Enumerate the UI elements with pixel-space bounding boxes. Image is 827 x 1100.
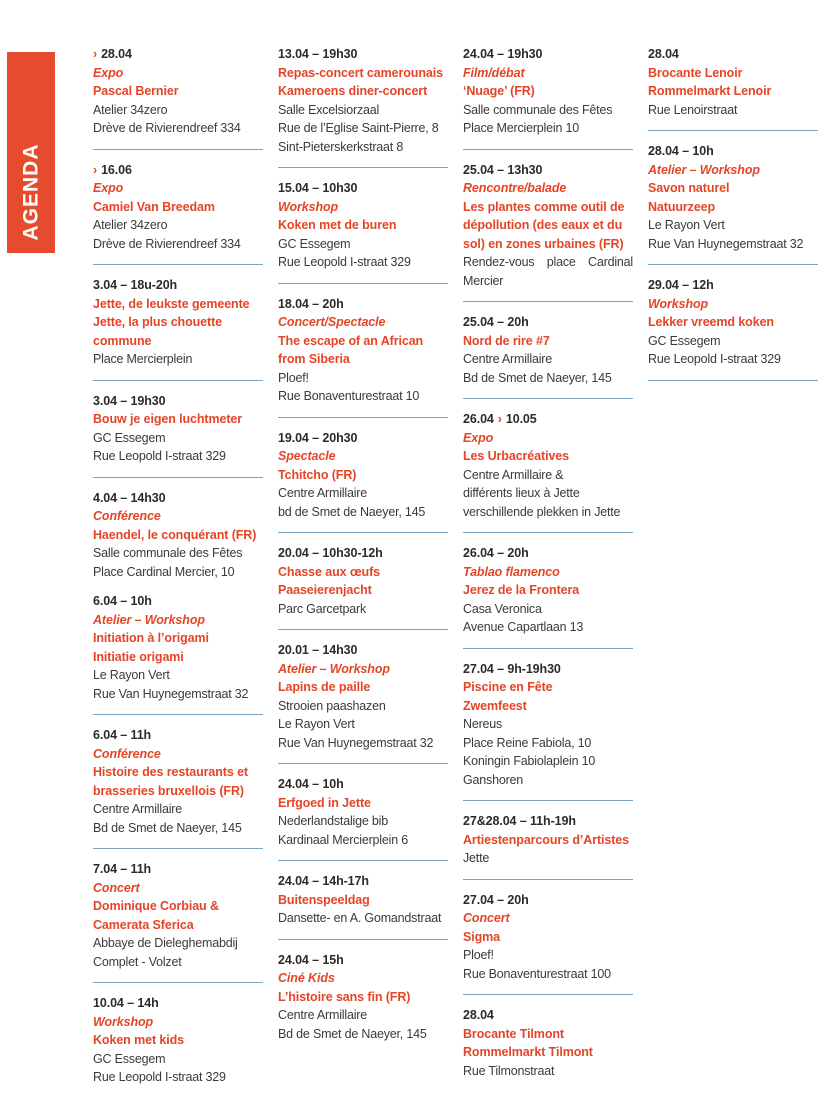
event-item [463,812,633,868]
event-detail: Bd de Smet de Naeyer, 145 [463,370,612,385]
event-divider [463,149,633,150]
agenda-column [93,45,263,1098]
event-divider [278,532,448,533]
event-title: Bouw je eigen luchtmeter [93,412,243,426]
event-detail: Ploef! [463,948,494,962]
event-date-start: 10.04 [93,996,124,1010]
event-date [463,45,633,64]
event-date [648,142,818,161]
event-category: Concert/Spectacle [278,315,386,329]
event-detail: Centre Armillaire [278,486,367,500]
event-date [93,592,263,611]
event-date [278,872,448,891]
event-title: Rommelmarkt Lenoir [648,84,772,98]
event-date [463,1006,633,1025]
event-time: – 14h30 [116,490,166,505]
event-detail: Centre Armillaire [278,1008,367,1022]
event-time: – 19h30 [116,393,166,408]
event-item [278,872,448,928]
event-detail: Rue Lenoirstraat [648,102,738,117]
event-date [648,45,818,64]
event-detail: Rue de l’Eglise Saint-Pierre, 8 [278,121,439,135]
event-category: Workshop [278,199,339,214]
event-detail: Salle Excelsiorzaal [278,102,380,117]
event-item [463,1006,633,1080]
event-title: Lekker vreemd koken [648,315,774,329]
agenda-columns [93,45,823,1098]
event-item [278,775,448,849]
event-date-start: 25.04 [463,315,494,329]
event-title: Savon naturel [648,181,730,195]
event-title: Chasse aux œufs [278,564,381,579]
event-date-start: 28.04 [648,47,679,61]
event-detail: Place Cardinal Mercier, 10 [93,564,235,579]
event-date [93,726,263,745]
chevron-right-icon: › [93,162,98,177]
event-title: Sigma [463,929,501,944]
event-detail: Rue Bonaventurestraat 100 [463,966,611,981]
agenda-column [648,45,818,1098]
event-date-start: 29.04 [648,278,679,292]
event-title: Brocante Lenoir [648,65,743,80]
event-title: Dominique Corbiau & Camerata Sferica [93,899,219,932]
agenda-banner-label-box [7,52,55,253]
event-detail: Atelier 34zero [93,218,168,232]
event-date [463,660,633,679]
event-detail: différents lieux à Jette [463,486,580,500]
event-detail: Centre Armillaire & [463,467,564,482]
event-detail: Rue Van Huynegemstraat 32 [93,686,249,701]
event-detail: Sint-Pieterskerkstraat 8 [278,139,404,154]
event-item [278,641,448,752]
event-time: – 20h [493,315,529,329]
event-date-start: 3.04 [93,278,117,292]
event-date [278,641,448,660]
event-divider [648,380,818,381]
event-time: – 10h [678,144,714,158]
event-detail: Place Mercierplein [93,352,193,366]
event-date-start: 28.04 [463,1008,494,1022]
event-title: Les Urbacréatives [463,449,570,463]
chevron-right-icon: › [93,47,98,61]
event-category: Tablao flamenco [463,564,560,579]
event-date-start: 15.04 [278,181,309,195]
event-category: Expo [93,65,124,80]
event-item [93,726,263,837]
event-divider [463,994,633,995]
event-item [463,45,633,138]
event-detail: bd de Smet de Naeyer, 145 [278,504,426,519]
event-date-start: 24.04 [278,952,309,967]
event-time: – 12h [678,278,714,292]
event-item [278,295,448,406]
event-detail: Le Rayon Vert [93,668,170,682]
event-title: Lapins de paille [278,680,371,694]
event-title: Natuurzeep [648,199,716,214]
event-divider [278,283,448,284]
event-time: – 10h30-12h [308,546,383,560]
event-category: Film/débat [463,65,525,80]
event-time: – 18u-20h [116,278,178,292]
event-detail: Ploef! [278,370,309,385]
event-item [278,544,448,618]
event-date-start: 18.04 [278,296,309,311]
event-date-start: 27.04 [463,661,494,676]
event-date [278,544,448,563]
event-time: – 10h [308,777,344,791]
event-detail: Casa Veronica [463,601,542,616]
event-detail: Rue Tilmonstraat [463,1063,555,1078]
event-item [93,392,263,466]
event-date [278,775,448,794]
event-title: L’histoire sans fin (FR) [278,989,411,1004]
event-item [93,489,263,582]
event-detail: Salle communale des Fêtes [93,546,243,560]
event-item [463,313,633,387]
event-time: – 14h [123,996,159,1010]
event-item [93,592,263,703]
event-date [463,544,633,563]
event-detail: Le Rayon Vert [278,717,355,731]
event-date [93,860,263,879]
event-item [278,429,448,522]
event-time: – 20h [493,892,529,907]
event-divider [648,264,818,265]
event-time: – 14h30 [308,643,358,657]
event-divider [278,629,448,630]
event-title: Histoire des restaurants et brasseries bruxellois (FR) [93,765,248,798]
event-date [463,313,633,332]
event-item [93,860,263,971]
event-category: Concert [463,911,510,925]
event-date [278,295,448,314]
event-divider [93,149,263,150]
event-title: Haendel, le conquérant (FR) [93,527,257,542]
event-date [463,410,633,429]
event-title: Jette, la plus chouette commune [93,315,222,348]
event-detail: Centre Armillaire [463,352,552,366]
event-date-start: 19.04 [278,430,309,445]
event-divider [278,763,448,764]
event-detail: Rendez-vous place Cardinal Mercier [463,255,633,288]
event-date [93,45,263,64]
event-title: Initiatie origami [93,649,184,664]
event-category: Workshop [93,1014,154,1029]
event-detail: Rue Leopold I-straat 329 [93,449,226,463]
event-date-start: 24.04 [463,47,494,61]
event-date-start: 25.04 [463,162,494,177]
event-time: – 10h [116,594,152,608]
event-detail: Salle communale des Fêtes [463,102,613,117]
event-title: Initiation à l’origami [93,631,209,645]
event-category: Expo [463,430,494,445]
event-item [93,161,263,254]
event-title: Koken met kids [93,1033,184,1047]
event-detail: Place Mercierplein 10 [463,121,579,135]
event-detail: Nederlandstalige bib [278,814,388,828]
event-detail: Ganshoren [463,772,524,787]
event-divider [463,398,633,399]
event-item [463,544,633,637]
agenda-column [463,45,633,1098]
event-date-end: 10.05 [505,412,537,426]
event-category: Ciné Kids [278,971,335,985]
event-divider [463,879,633,880]
event-title: Repas-concert camerounais [278,65,443,80]
event-title: Nord de rire #7 [463,333,550,348]
event-date-start: 28.04 [648,144,679,158]
event-detail: GC Essegem [278,236,351,251]
event-item [93,45,263,138]
chevron-right-icon: › [497,412,502,426]
event-item [648,142,818,253]
event-category: Spectacle [278,449,336,463]
event-date-start: 7.04 [93,862,117,876]
event-detail: Avenue Capartlaan 13 [463,620,584,634]
event-date-start: 20.01 [278,643,309,657]
event-category: Workshop [648,296,709,311]
event-title: Jerez de la Frontera [463,583,580,597]
event-detail: Rue Bonaventurestraat 10 [278,389,420,403]
event-date [278,951,448,970]
event-divider [463,301,633,302]
event-date [93,994,263,1013]
event-time: – 11h-19h [516,814,576,828]
event-title: The escape of an African from Siberia [278,333,424,366]
event-item [278,951,448,1044]
event-title: Kameroens diner-concert [278,84,428,98]
event-date [278,179,448,198]
event-divider [463,532,633,533]
event-detail: Jette [463,851,490,865]
event-detail: Nereus [463,717,503,731]
event-divider [93,714,263,715]
event-time: – 11h [116,862,152,876]
event-detail: Atelier 34zero [93,102,168,117]
event-divider [463,648,633,649]
event-category: Atelier – Workshop [278,661,390,676]
event-category: Atelier – Workshop [93,612,205,627]
event-date-start: 27&28.04 [463,814,517,828]
event-detail: Drève de Rivierendreef 334 [93,236,241,251]
event-item [463,891,633,984]
event-time: – 20h [493,546,529,560]
agenda-banner-label: AGENDA [19,142,42,240]
event-divider [463,800,633,801]
event-time: – 14h-17h [308,874,369,888]
event-detail: Kardinaal Mercierplein 6 [278,832,408,847]
event-date-start: 28.04 [101,47,132,61]
event-divider [278,939,448,940]
event-date-start: 24.04 [278,874,309,888]
event-title: Brocante Tilmont [463,1026,564,1041]
event-title: Paaseierenjacht [278,583,372,597]
event-date-start: 6.04 [93,728,117,742]
event-time: – 9h-19h30 [493,661,561,676]
event-title: ‘Nuage’ (FR) [463,84,535,98]
event-divider [648,130,818,131]
event-title: Buitenspeeldag [278,892,370,907]
event-category: Conférence [93,509,161,523]
event-detail: Bd de Smet de Naeyer, 145 [93,820,242,835]
event-date-start: 26.04 [463,546,494,560]
event-divider [278,417,448,418]
event-detail: GC Essegem [93,1051,166,1066]
event-date-start: 6.04 [93,594,117,608]
event-item [463,410,633,521]
event-date [648,276,818,295]
event-title: Artiestenparcours d’Artistes [463,832,629,847]
event-detail: Parc Garcetpark [278,601,367,616]
event-item [93,994,263,1087]
event-detail: GC Essegem [93,430,166,445]
agenda-banner [7,52,55,253]
event-title: Zwemfeest [463,698,527,713]
event-date [278,429,448,448]
event-detail: GC Essegem [648,333,721,348]
event-item [648,276,818,369]
event-time: – 13h30 [493,162,543,177]
event-date [463,891,633,910]
event-title: Jette, de leukste gemeente [93,296,250,311]
event-item [648,45,818,119]
event-divider [278,860,448,861]
event-date-start: 27.04 [463,892,494,907]
event-title: Rommelmarkt Tilmont [463,1045,593,1059]
event-category: Conférence [93,746,161,761]
event-detail: Rue Van Huynegemstraat 32 [648,236,804,251]
event-date [93,392,263,411]
event-item [93,276,263,369]
event-time: – 19h30 [493,47,543,61]
event-title: Piscine en Fête [463,680,553,694]
event-time: – 10h30 [308,181,358,195]
event-time: – 15h [308,952,344,967]
event-date-start: 24.04 [278,777,309,791]
event-date [463,812,633,831]
event-date-start: 16.06 [101,162,132,177]
event-time: – 19h30 [308,47,358,61]
event-item [463,161,633,291]
event-detail: verschillende plekken in Jette [463,504,621,519]
event-title: Erfgoed in Jette [278,795,371,810]
event-time: – 20h30 [308,430,358,445]
event-title: Koken met de buren [278,218,397,232]
event-date [93,489,263,508]
event-category: Atelier – Workshop [648,162,760,177]
event-detail: Bd de Smet de Naeyer, 145 [278,1026,427,1041]
event-detail: Centre Armillaire [93,802,182,816]
agenda-column [278,45,448,1098]
event-item [278,45,448,156]
event-time: – 20h [308,296,344,311]
event-divider [93,380,263,381]
event-title: Camiel Van Breedam [93,199,215,214]
event-date-start: 4.04 [93,490,117,505]
event-date-start: 13.04 [278,47,309,61]
event-date-start: 26.04 [463,412,494,426]
event-detail: Rue Leopold I-straat 329 [648,352,781,366]
event-date-start: 3.04 [93,393,117,408]
event-detail: Koningin Fabiolaplein 10 [463,754,596,768]
event-detail: Strooien paashazen [278,698,386,713]
event-detail: Place Reine Fabiola, 10 [463,735,592,750]
event-item [278,179,448,272]
event-detail: Complet - Volzet [93,954,182,969]
event-item [463,660,633,790]
event-divider [93,477,263,478]
event-detail: Rue Leopold I-straat 329 [278,255,411,269]
event-divider [93,982,263,983]
event-detail: Le Rayon Vert [648,218,725,232]
event-title: Pascal Bernier [93,84,179,98]
event-detail: Drève de Rivierendreef 334 [93,121,241,135]
event-date [93,161,263,180]
event-detail: Abbaye de Dieleghemabdij [93,936,238,950]
event-title: Les plantes comme outil de dépollution (des eaux et du sol) en zones urbaines (FR) [463,199,625,251]
event-category: Concert [93,880,140,895]
event-detail: Dansette- en A. Gomandstraat [278,911,442,925]
event-category: Rencontre/balade [463,181,567,195]
event-date-start: 20.04 [278,546,309,560]
event-date [93,276,263,295]
event-divider [278,167,448,168]
event-divider [93,264,263,265]
event-time: – 11h [116,728,152,742]
event-detail: Rue Van Huynegemstraat 32 [278,735,434,750]
event-title: Tchitcho (FR) [278,467,357,482]
event-date [278,45,448,64]
event-divider [93,848,263,849]
event-date [463,161,633,180]
event-category: Expo [93,181,124,195]
event-detail: Rue Leopold I-straat 329 [93,1070,226,1084]
